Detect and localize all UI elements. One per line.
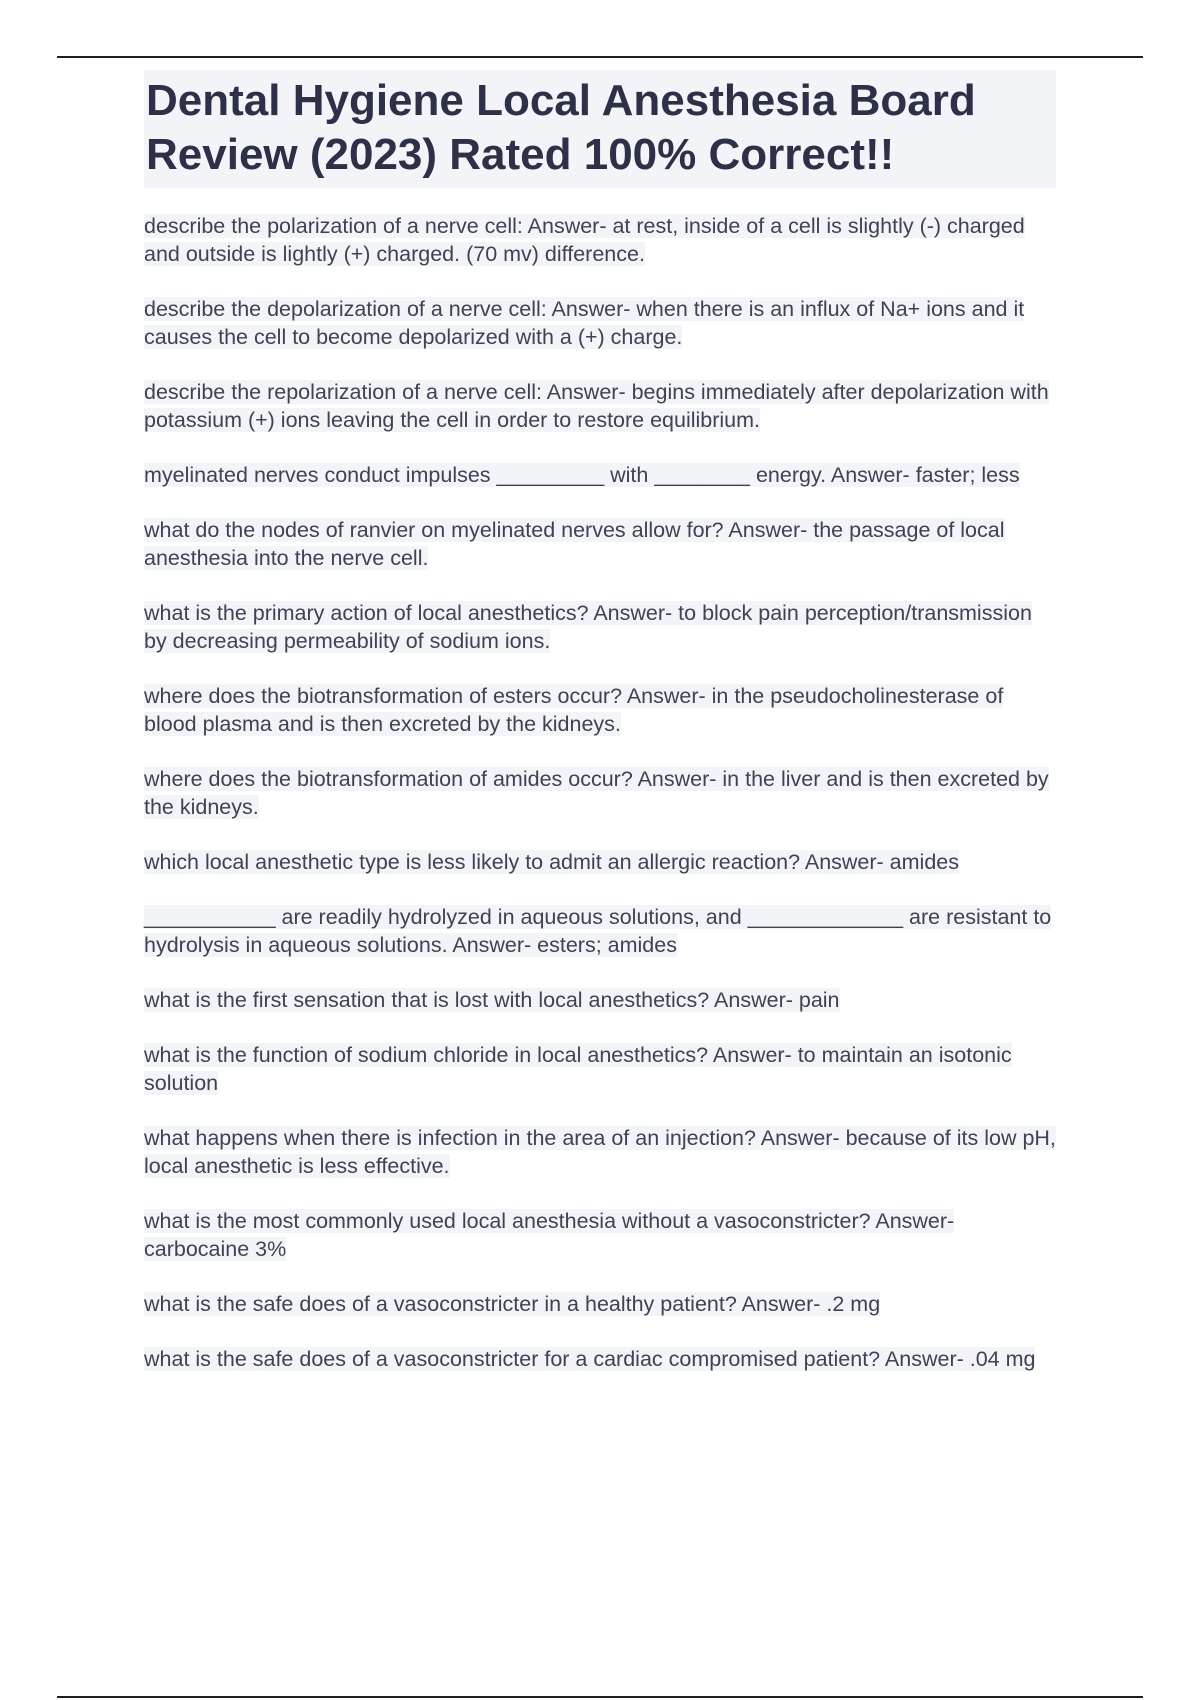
qa-list: [144, 212, 1056, 1373]
qa-item: [144, 682, 1056, 738]
qa-text: what do the nodes of ranvier on myelinated nerves allow for? Answer- the passage of local anesthesia into the nerve cell.: [144, 518, 1005, 570]
qa-item: [144, 1345, 1056, 1373]
qa-item: [144, 1041, 1056, 1097]
title-block: [144, 70, 1056, 188]
qa-text: which local anesthetic type is less likely to admit an allergic reaction? Answer- amides: [144, 850, 959, 874]
qa-text: where does the biotransformation of esters occur? Answer- in the pseudocholinesterase of blood plasma and is then excreted by the kidneys.: [144, 684, 1004, 736]
qa-item: [144, 378, 1056, 434]
document-body: [144, 70, 1056, 1400]
qa-item: [144, 986, 1056, 1014]
qa-text: where does the biotransformation of amides occur? Answer- in the liver and is then excreted by the kidneys.: [144, 767, 1049, 819]
top-divider: [57, 56, 1143, 58]
qa-text: what is the first sensation that is lost with local anesthetics? Answer- pain: [144, 988, 840, 1012]
qa-text: describe the polarization of a nerve cell: Answer- at rest, inside of a cell is slightly (-) charged and outside is lightly (+) charged. (70 mv) difference.: [144, 214, 1025, 266]
qa-item: [144, 848, 1056, 876]
qa-text: myelinated nerves conduct impulses _________ with ________ energy. Answer- faster; less: [144, 463, 1020, 487]
qa-text: what is the primary action of local anesthetics? Answer- to block pain perception/transmission by decreasing permeability of sodium ions.: [144, 601, 1032, 653]
qa-text: describe the repolarization of a nerve cell: Answer- begins immediately after depolarization with potassium (+) ions leaving the cell in order to restore equilibrium.: [144, 380, 1049, 432]
document-title: Dental Hygiene Local Anesthesia Board Review (2023) Rated 100% Correct!!: [146, 76, 976, 179]
qa-item: [144, 1207, 1056, 1263]
qa-text: what is the safe does of a vasoconstricter in a healthy patient? Answer- .2 mg: [144, 1292, 881, 1316]
qa-item: [144, 599, 1056, 655]
qa-item: [144, 903, 1056, 959]
qa-text: what is the safe does of a vasoconstricter for a cardiac compromised patient? Answer- .04 mg: [144, 1347, 1036, 1371]
bottom-divider: [57, 1696, 1143, 1698]
qa-item: [144, 295, 1056, 351]
qa-text: what is the function of sodium chloride in local anesthetics? Answer- to maintain an isotonic solution: [144, 1043, 1012, 1095]
qa-item: [144, 516, 1056, 572]
qa-item: [144, 765, 1056, 821]
qa-item: [144, 461, 1056, 489]
qa-item: [144, 1124, 1056, 1180]
qa-text: ___________ are readily hydrolyzed in aqueous solutions, and _____________ are resistant to hydrolysis in aqueous solutions. Answer- esters; amides: [144, 905, 1052, 957]
qa-text: what is the most commonly used local anesthesia without a vasoconstricter? Answer- carbocaine 3%: [144, 1209, 955, 1261]
qa-text: describe the depolarization of a nerve cell: Answer- when there is an influx of Na+ ions and it causes the cell to become depolarized with a (+) charge.: [144, 297, 1025, 349]
qa-item: [144, 212, 1056, 268]
qa-item: [144, 1290, 1056, 1318]
qa-text: what happens when there is infection in the area of an injection? Answer- because of its low pH, local anesthetic is less effective.: [144, 1126, 1056, 1178]
